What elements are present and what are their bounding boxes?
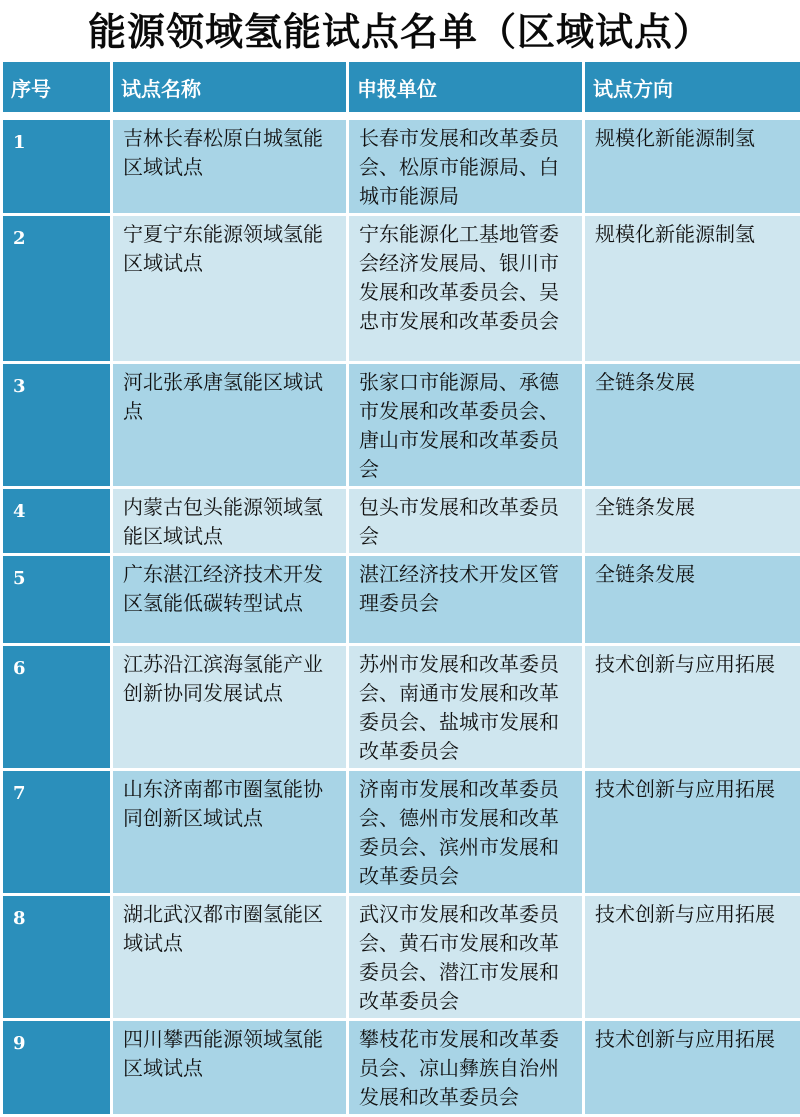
table-row — [2, 215, 800, 363]
pilot-name: 江苏沿江滨海氢能产业创新协同发展试点 — [112, 645, 348, 770]
pilot-name: 山东济南都市圈氢能协同创新区域试点 — [112, 770, 348, 895]
row-number: 9 — [2, 1020, 112, 1116]
applicant-unit: 张家口市能源局、承德市发展和改革委员会、唐山市发展和改革委员会 — [348, 363, 584, 488]
pilot-name: 四川攀西能源领域氢能区域试点 — [112, 1020, 348, 1116]
table-row — [2, 770, 800, 895]
row-number: 4 — [2, 488, 112, 555]
row-number: 7 — [2, 770, 112, 895]
applicant-unit: 武汉市发展和改革委员会、黄石市发展和改革委员会、潜江市发展和改革委员会 — [348, 895, 584, 1020]
pilot-name: 吉林长春松原白城氢能区域试点 — [112, 116, 348, 215]
table-row — [2, 363, 800, 488]
row-number: 3 — [2, 363, 112, 488]
pilot-name: 广东湛江经济技术开发区氢能低碳转型试点 — [112, 555, 348, 645]
applicant-unit: 宁东能源化工基地管委会经济发展局、银川市发展和改革委员会、吴忠市发展和改革委员会 — [348, 215, 584, 363]
pilot-direction: 技术创新与应用拓展 — [584, 895, 800, 1020]
header-direction: 试点方向 — [584, 62, 800, 116]
row-number: 2 — [2, 215, 112, 363]
pilot-name: 湖北武汉都市圈氢能区域试点 — [112, 895, 348, 1020]
applicant-unit: 包头市发展和改革委员会 — [348, 488, 584, 555]
pilot-direction: 规模化新能源制氢 — [584, 215, 800, 363]
applicant-unit: 湛江经济技术开发区管理委员会 — [348, 555, 584, 645]
pilot-direction: 全链条发展 — [584, 488, 800, 555]
table-row — [2, 488, 800, 555]
row-number: 8 — [2, 895, 112, 1020]
table-row — [2, 645, 800, 770]
row-number: 1 — [2, 116, 112, 215]
page-title: 能源领域氢能试点名单（区域试点） — [0, 4, 800, 60]
applicant-unit: 攀枝花市发展和改革委员会、凉山彝族自治州发展和改革委员会 — [348, 1020, 584, 1116]
pilot-name: 内蒙古包头能源领域氢能区域试点 — [112, 488, 348, 555]
pilot-direction: 全链条发展 — [584, 555, 800, 645]
applicant-unit: 长春市发展和改革委员会、松原市能源局、白城市能源局 — [348, 116, 584, 215]
table-row — [2, 895, 800, 1020]
pilot-name: 宁夏宁东能源领域氢能区域试点 — [112, 215, 348, 363]
pilot-direction: 规模化新能源制氢 — [584, 116, 800, 215]
row-number: 5 — [2, 555, 112, 645]
header-index: 序号 — [2, 62, 112, 116]
table-row — [2, 555, 800, 645]
pilot-direction: 技术创新与应用拓展 — [584, 1020, 800, 1116]
pilot-name: 河北张承唐氢能区域试点 — [112, 363, 348, 488]
pilot-direction: 技术创新与应用拓展 — [584, 645, 800, 770]
table-row — [2, 116, 800, 215]
pilot-list-table — [0, 62, 800, 1117]
header-applicant: 申报单位 — [348, 62, 584, 116]
pilot-direction: 技术创新与应用拓展 — [584, 770, 800, 895]
applicant-unit: 苏州市发展和改革委员会、南通市发展和改革委员会、盐城市发展和改革委员会 — [348, 645, 584, 770]
table-header-row — [2, 62, 800, 116]
row-number: 6 — [2, 645, 112, 770]
applicant-unit: 济南市发展和改革委员会、德州市发展和改革委员会、滨州市发展和改革委员会 — [348, 770, 584, 895]
header-pilot-name: 试点名称 — [112, 62, 348, 116]
pilot-direction: 全链条发展 — [584, 363, 800, 488]
